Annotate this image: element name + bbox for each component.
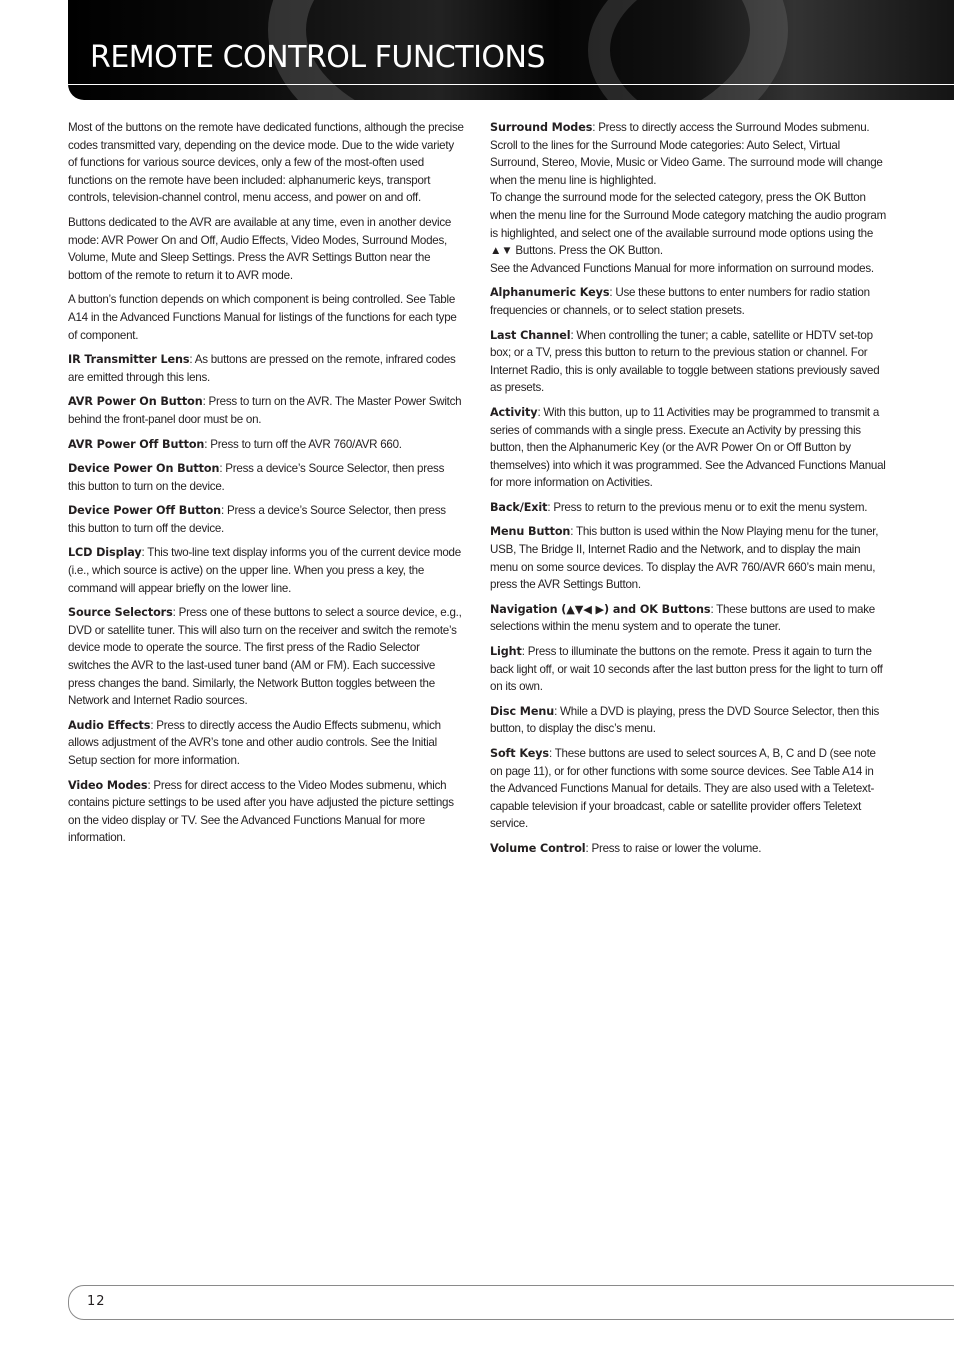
entry-description: : Use these buttons to enter numbers for radio station frequencies or channels, or to select station presets. bbox=[490, 286, 870, 317]
entry-disc-menu bbox=[490, 703, 890, 738]
left-column bbox=[68, 119, 464, 854]
entry-ir-transmitter-lens bbox=[68, 351, 464, 386]
entry-description: : Press a device’s Source Selector, then press this button to turn off the device. bbox=[68, 504, 446, 535]
entry-activity bbox=[490, 404, 890, 492]
entry-term: Soft Keys bbox=[490, 747, 549, 760]
entry-description: : Press to directly access the Surround Modes submenu. Scroll to the lines for the Surround Mode categories: Auto Select, Virtual Surround, Stereo, Movie, Music or Video Game. The surround mode will change when the menu line is highlighted. bbox=[490, 121, 883, 187]
entry-description: : These buttons are used to make selections within the menu system and to operate the tuner. bbox=[490, 602, 875, 634]
entry-description: : With this button, up to 11 Activities may be programmed to transmit a series of commands with a single press. Execute an Activity by pressing this button, then the Alphanumeric Key (or the AVR Power On or Off Button by themselves) into which it was programmed. See the Advanced Functions Manual for more information on Activities. bbox=[490, 405, 886, 490]
header-rule bbox=[68, 84, 954, 85]
entry-term: Activity bbox=[490, 405, 538, 419]
entry-device-power-off-button bbox=[68, 502, 464, 537]
footer bbox=[68, 1285, 954, 1320]
entry-term: Device Power On Button bbox=[68, 462, 220, 476]
entry-term: Device Power Off Button bbox=[68, 504, 222, 518]
right-column bbox=[490, 119, 890, 865]
entry-description: : Press to directly access the Audio Effects submenu, which allows adjustment of the AVR’s tone and other audio controls. See the Initial Setup section for more information. bbox=[68, 718, 441, 767]
page-number: 12 bbox=[87, 1294, 106, 1309]
entry-description: : As buttons are pressed on the remote, infrared codes are emitted through this lens. bbox=[68, 353, 456, 384]
entry-description: : This button is used within the Now Playing menu for the tuner, USB, The Bridge II, Internet Radio and the Network, and to display the main menu on some source devices. To display the AVR 760/AVR 660’s main menu, press the AVR Settings Button. bbox=[490, 525, 879, 592]
entry-description: To change the surround mode for the selected category, press the OK Button when the menu line for the Surround Mode category matching the audio program is highlighted, and select one of the available surround mode options using the ▲▼ Buttons. Press the OK Button. bbox=[490, 191, 887, 258]
entry-term: Volume Control bbox=[490, 841, 586, 855]
entry-avr-power-off-button bbox=[68, 436, 464, 454]
entry-term: Disc Menu bbox=[490, 704, 555, 718]
entry-light bbox=[490, 643, 890, 696]
entry-description: : Press for direct access to the Video Modes submenu, which contains picture settings to be used after you have adjusted the picture settings on the video display or TV. See the Advanced Functions Manual for more information. bbox=[68, 778, 454, 845]
entry-menu-button bbox=[490, 523, 890, 593]
entry-description: : Press to turn off the AVR 760/AVR 660. bbox=[204, 437, 402, 451]
entry-soft-keys bbox=[490, 745, 890, 833]
entry-description: : While a DVD is playing, press the DVD Source Selector, then this button, to display the disc’s menu. bbox=[490, 704, 880, 736]
entry-description: : Press to illuminate the buttons on the remote. Press it again to turn the back light off, or wait 10 seconds after the last button press for the light to turn off on its own. bbox=[490, 645, 883, 694]
intro-paragraph: Buttons dedicated to the AVR are available at any time, even in another device mode: AVR Power On and Off, Audio Effects, Video Modes, Surround Modes, Volume, Mute and Sleep Settings. Press the AVR Settings Button near the bottom of the remote to return it to AVR mode. bbox=[68, 215, 452, 282]
entry-term: LCD Display bbox=[68, 546, 142, 560]
entry-alphanumeric-keys bbox=[490, 284, 890, 319]
entry-description: : Press a device’s Source Selector, then press this button to turn on the device. bbox=[68, 462, 445, 493]
entry-video-modes bbox=[68, 777, 464, 847]
entry-audio-effects bbox=[68, 717, 464, 770]
entry-surround-modes bbox=[490, 119, 890, 277]
entry-term: Menu Button bbox=[490, 525, 571, 539]
entry-term: Last Channel bbox=[490, 328, 571, 342]
entry-back-exit bbox=[490, 499, 890, 517]
intro-paragraph: Most of the buttons on the remote have dedicated functions, although the precise codes transmitted vary, depending on the device mode. Due to the wide variety of functions for various source devices, only a few of the most-often used functions on the remote have been included: alphanumeric keys, transport controls, television-channel control, menu access, and power on and off. bbox=[68, 121, 464, 205]
entry-description: : Press to return to the previous menu or to exit the menu system. bbox=[547, 500, 868, 514]
entry-navigation-buttons bbox=[490, 601, 890, 636]
entry-description: : Press to turn on the AVR. The Master Power Switch behind the front-panel door must be on. bbox=[68, 395, 462, 426]
entry-description: See the Advanced Functions Manual for more information on surround modes. bbox=[490, 261, 874, 275]
entry-description: : Press one of these buttons to select a source device, e.g., DVD or satellite tuner. This will also turn on the receiver and switch the remote’s device mode to operate the source. The first press of the Radio Selector switches the AVR to the last-used tuner band (AM or FM). Each successive press changes the band. Similarly, the Network Button toggles between the Network and Internet Radio sources. bbox=[68, 606, 462, 708]
entry-source-selectors bbox=[68, 604, 464, 710]
page-title: REMOTE CONTROL FUNCTIONS bbox=[90, 40, 546, 75]
entry-term: Audio Effects bbox=[68, 718, 151, 732]
entry-term: AVR Power Off Button bbox=[68, 437, 205, 451]
entry-term: AVR Power On Button bbox=[68, 395, 203, 409]
entry-description: : When controlling the tuner; a cable, satellite or HDTV set-top box; or a TV, press this button to return to the previous station or channel. For Internet Radio, this is only available to toggle between stations previously saved as presets. bbox=[490, 328, 880, 395]
entry-term: Back/Exit bbox=[490, 500, 548, 514]
entry-term: Light bbox=[490, 645, 522, 659]
entry-term: Alphanumeric Keys bbox=[490, 286, 610, 300]
header-banner bbox=[68, 0, 954, 100]
intro-paragraph: A button’s function depends on which component is being controlled. See Table A14 in the Advanced Functions Manual for listings of the functions for each type of component. bbox=[68, 293, 457, 342]
entry-term: IR Transmitter Lens bbox=[68, 353, 190, 367]
entry-volume-control bbox=[490, 840, 890, 858]
entry-lcd-display bbox=[68, 544, 464, 597]
decorative-arc bbox=[588, 0, 954, 100]
entry-term: Source Selectors bbox=[68, 606, 173, 620]
entry-device-power-on-button bbox=[68, 460, 464, 495]
entry-description: : This two-line text display informs you of the current device mode (i.e., which source is active) on the upper line. When you press a key, the command will appear briefly on the lower line. bbox=[68, 546, 461, 595]
entry-term: Navigation (▲▼◀ ▶) and OK Buttons bbox=[490, 602, 711, 616]
entry-term: Video Modes bbox=[68, 778, 148, 792]
entry-description: : These buttons are used to select sources A, B, C and D (see note on page 11), or for other functions with some source devices. See Table A14 in the Advanced Functions Manual for details. They are also used with a Teletext-capable television if your broadcast, cable or satellite provider offers Teletext service. bbox=[490, 747, 876, 831]
entry-description: : Press to raise or lower the volume. bbox=[585, 841, 762, 855]
entry-last-channel bbox=[490, 327, 890, 397]
entry-avr-power-on-button bbox=[68, 393, 464, 428]
entry-term: Surround Modes bbox=[490, 121, 593, 134]
